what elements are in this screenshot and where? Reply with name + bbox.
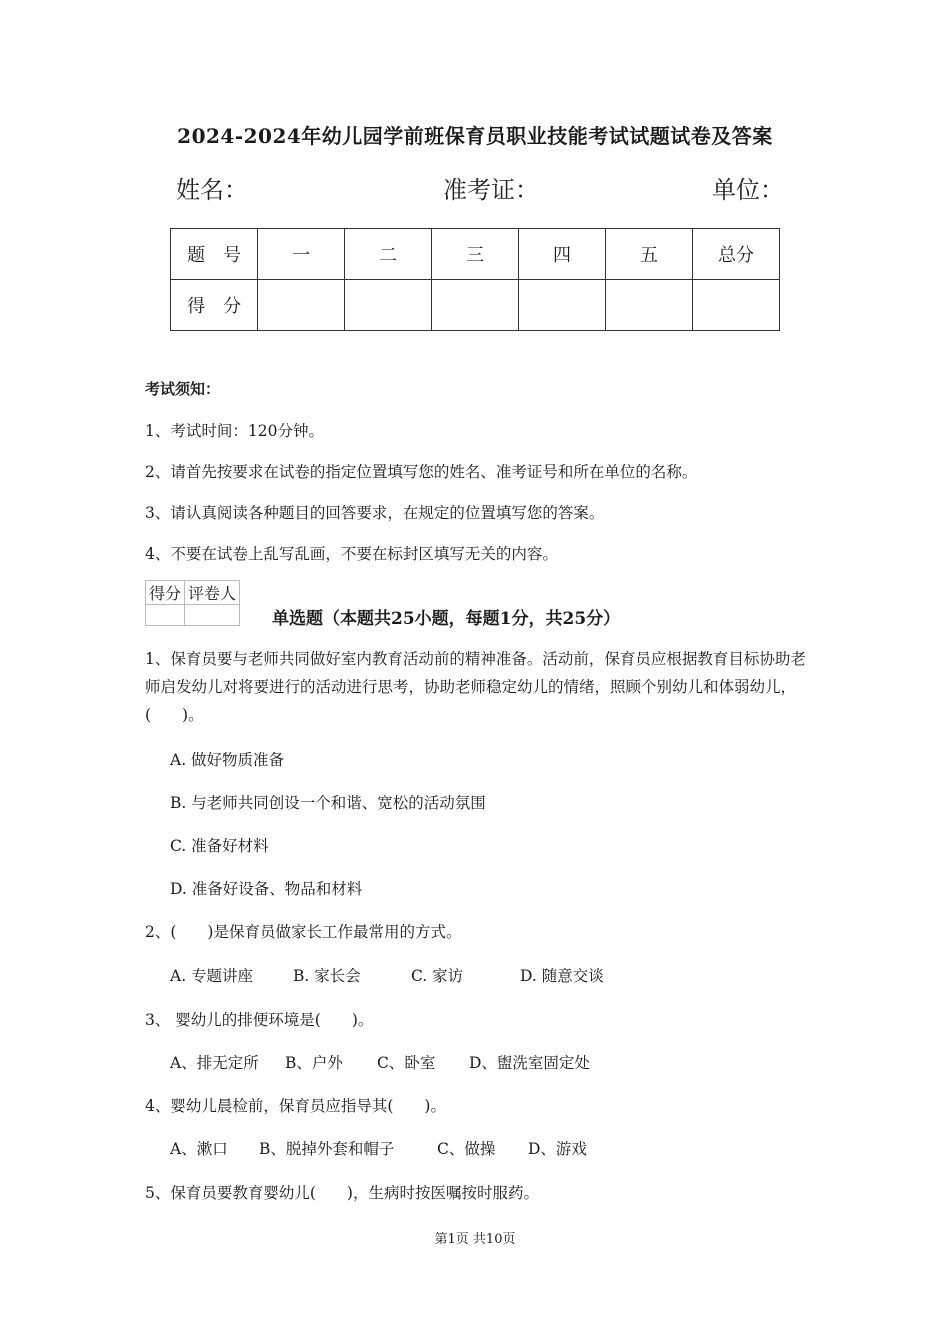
- grader-box: [145, 580, 240, 626]
- page-title: 2024-2024年幼儿园学前班保育员职业技能考试试题试卷及答案: [177, 124, 773, 148]
- question-3-option-c[interactable]: C、卧室: [377, 1054, 436, 1072]
- question-2-option-a[interactable]: A. 专题讲座: [170, 967, 254, 985]
- notice-item: 1、考试时间：120分钟。: [145, 422, 324, 440]
- question-3-option-a[interactable]: A、排无定所: [170, 1054, 259, 1072]
- question-4-option-b[interactable]: B、脱掉外套和帽子: [259, 1140, 395, 1158]
- question-1-option-d[interactable]: D. 准备好设备、物品和材料: [170, 880, 363, 898]
- question-4-stem: 4、婴幼儿晨检前，保育员应指导其( )。: [145, 1097, 446, 1115]
- question-2-stem: 2、( )是保育员做家长工作最常用的方式。: [145, 923, 462, 941]
- question-1-stem: 1、保育员要与老师共同做好室内教育活动前的精神准备。活动前，保育员应根据教育目标协助老师启发幼儿对将要进行的活动进行思考，协助老师稳定幼儿的情绪，照顾个别幼儿和体弱幼儿，( )。: [145, 650, 806, 724]
- question-1-option-c[interactable]: C. 准备好材料: [170, 837, 269, 855]
- question-4-option-a[interactable]: A、漱口: [170, 1140, 228, 1158]
- score-table-cell: 四: [519, 229, 606, 280]
- score-entry-cell[interactable]: [692, 280, 779, 331]
- grader-score-label: 得分: [146, 581, 185, 605]
- question-4-option-c[interactable]: C、做操: [437, 1140, 496, 1158]
- grader-score-cell[interactable]: [146, 605, 185, 626]
- question-3-option-b[interactable]: B、户外: [285, 1054, 343, 1072]
- question-3-option-d[interactable]: D、盥洗室固定处: [469, 1054, 590, 1072]
- score-entry-cell[interactable]: [258, 280, 345, 331]
- question-5-stem: 5、保育员要教育婴幼儿( )，生病时按医嘱按时服药。: [145, 1184, 539, 1202]
- notice-heading: 考试须知：: [145, 380, 221, 398]
- page-footer: 第1页 共10页: [434, 1232, 516, 1247]
- question-1-option-b[interactable]: B. 与老师共同创设一个和谐、宽松的活动氛围: [170, 794, 486, 812]
- score-table-cell: 五: [606, 229, 693, 280]
- score-entry-cell[interactable]: [432, 280, 519, 331]
- section-heading: 单选题（本题共25小题，每题1分，共25分）: [272, 609, 621, 629]
- notice-item: 3、请认真阅读各种题目的回答要求，在规定的位置填写您的答案。: [145, 504, 605, 522]
- score-table-score-row: [171, 280, 780, 331]
- question-2-options: [170, 964, 604, 986]
- score-table-cell: 三: [432, 229, 519, 280]
- score-table-cell: 二: [345, 229, 432, 280]
- question-3-options: [170, 1051, 590, 1073]
- question-4-option-d[interactable]: D、游戏: [528, 1140, 587, 1158]
- notice-item: 4、不要在试卷上乱写乱画，不要在标封区填写无关的内容。: [145, 545, 558, 563]
- score-table-cell: 一: [258, 229, 345, 280]
- score-entry-cell[interactable]: [606, 280, 693, 331]
- grader-name-label: 评卷人: [185, 581, 240, 605]
- question-3-stem: 3、 婴幼儿的排便环境是( )。: [145, 1011, 374, 1029]
- exam-id-label: 准考证：: [443, 176, 539, 204]
- notice-item: 2、请首先按要求在试卷的指定位置填写您的姓名、准考证号和所在单位的名称。: [145, 463, 698, 481]
- question-2-option-b[interactable]: B. 家长会: [293, 967, 361, 985]
- score-table-header-row: [171, 229, 780, 280]
- score-table: [170, 228, 780, 331]
- grader-name-cell[interactable]: [185, 605, 240, 626]
- score-table-cell: 总分: [692, 229, 779, 280]
- unit-label: 单位：: [712, 176, 784, 204]
- score-entry-cell[interactable]: [519, 280, 606, 331]
- question-2-option-d[interactable]: D. 随意交谈: [520, 967, 604, 985]
- name-label: 姓名：: [176, 176, 248, 204]
- score-entry-cell[interactable]: [345, 280, 432, 331]
- score-table-cell: 得 分: [171, 280, 258, 331]
- question-4-options: [170, 1137, 587, 1159]
- score-table-cell: 题 号: [171, 229, 258, 280]
- question-2-option-c[interactable]: C. 家访: [411, 967, 464, 985]
- question-1-option-a[interactable]: A. 做好物质准备: [170, 751, 285, 769]
